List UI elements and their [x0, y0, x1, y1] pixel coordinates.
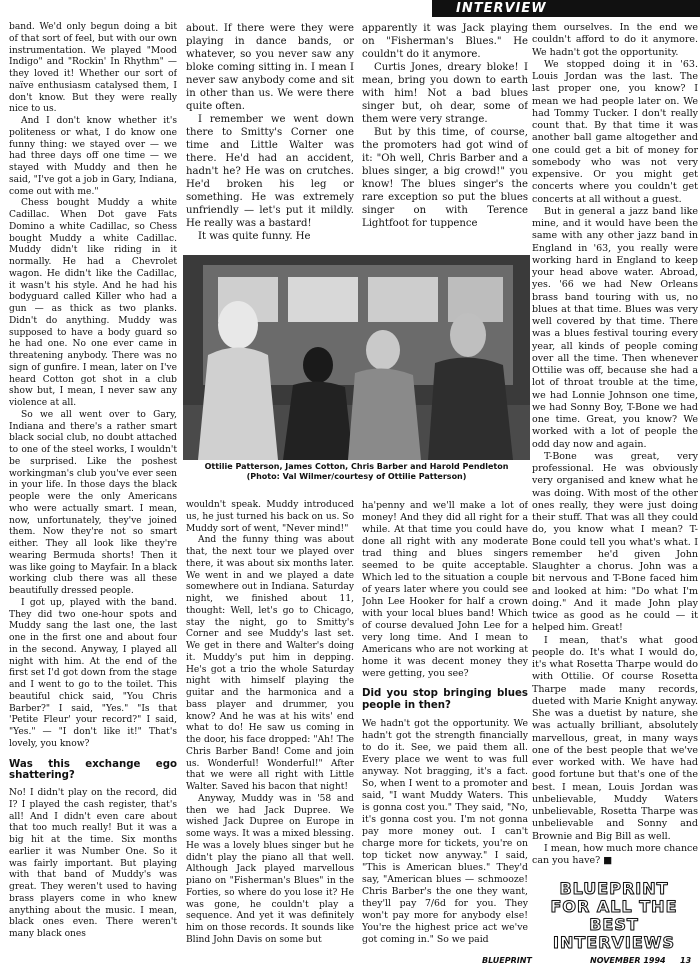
band-photo	[183, 255, 530, 460]
paragraph: band. We'd only begun doing a bit of that sort of feel, but with our own instrumentation. We played "Mood Indigo" and "Rockin' In Rhythm" — they loved it! Whether our sort of naïve enthusiasm catalysed them, I don't know. But they were really nice to us.	[9, 22, 177, 115]
ad-line: BEST	[589, 915, 639, 934]
article-column-2-top	[186, 22, 354, 254]
paragraph: them ourselves. In the end we couldn't afford to do it anymore. We hadn't got the opportunity.	[532, 22, 698, 58]
article-column-2-bottom	[186, 500, 354, 952]
article-column-3-top	[362, 22, 528, 254]
section-header-bar	[432, 0, 700, 17]
paragraph: ha'penny and we'll make a lot of money! And they did all right for a while. At that time you could have done all right with any moderate trad thing and blues singers seemed to be quite acceptable. Which led to the situation a couple of years later where you could see John Lee Hooker for half a crown with your local blues band! Which of course devalued John Lee for a very long time. And I mean to Americans who are not working at home it was decent money they were getting, you see?	[362, 500, 528, 679]
footer-publication: BLUEPRINT	[482, 956, 532, 965]
paragraph: Anyway, Muddy was in '58 and then we had Jack Dupree. We wished Jack Dupree on Europe in some ways. It was a mixed blessing. He was a lovely blues singer but he didn't play the piano all that well. Although Jack played marvellous piano on "Fisherman's Blues" in the Forties, so where do you lose it? He was gone, he couldn't play a sequence. And yet it was definitely him on those records. It sounds like Blind John Davis on some but	[186, 793, 354, 945]
paragraph: But by this time, of course, the promoters had got wind of it: "Oh well, Chris Barber and a blues singer, a big crowd!" you know! The blues singer's the rare exception so put the blues singer on with Terence Lightfoot for tuppence	[362, 127, 528, 229]
interview-question: Did you stop bringing blues people in then?	[362, 688, 528, 711]
paragraph: I mean, how much more chance can you have? ■	[532, 842, 698, 866]
paragraph: No! I didn't play on the record, did I? I played the cash register, that's all! And I didn't even care about that too much really! But it was a big hit at the time. Six months earlier it was Number One. So it was fairly important. But playing with that band of Muddy's was great. They weren't used to having brass players come in who knew anything about the music. I mean, black ones even. There weren't many black ones	[9, 788, 177, 939]
paragraph: We stopped doing it in '63. Louis Jordan was the last. The last proper one, you know? I mean we had people later on. We had Tommy Tucker. I don't really count that. By that time it was another ball game altogether and one could get a bit of money for somebody who was not very expensive. Or you might get concerts where you couldn't get concerts at all without a guest.	[532, 58, 698, 205]
paragraph: We hadn't got the opportunity. We hadn't got the strength financially to do it. See, we paid them all. Every place we went to was full anyway. Not bragging, it's a fact. So, when I went to a promoter and said, "I want Muddy Waters. This is gonna cost you." They said, "No, it's gonna cost you. I'm not gonna pay more money out. I can't charge more for tickets, you're on top ticket now anyway." I said, "This is American blues." They'd say, "American blues — schmooze! Chris Barber's the one they want, they'll pay 7/6d for you. They won't pay more for anybody else! You're the highest price act we've got coming in." So we paid	[362, 718, 528, 945]
article-column-4	[532, 22, 698, 888]
photo-caption	[183, 462, 530, 482]
ad-line: FOR ALL THE	[550, 897, 678, 916]
blueprint-ad	[538, 880, 690, 952]
interview-question: Was this exchange ego shattering?	[9, 758, 177, 782]
paragraph: I got up, played with the band. They did two one-hour spots and Muddy sang the last one, the last one in the first one and about four in the second. Anyway, I played all night with him. At the end of the first set I'd got down from the stage and I went to go to the toilet. This beautiful chick said, "You Chris Barber?" I said, "Yes." "Is that 'Petite Fleur' your record?" I said, "Yes." — "I don't like it!" That's lovely, you know?	[9, 597, 177, 749]
caption-names: Ottilie Patterson, James Cotton, Chris Barber and Harold Pendleton	[204, 462, 509, 471]
paragraph: So we all went over to Gary, Indiana and there's a rather smart black social club, no doubt attached to one of the steel works, I wouldn't be surprised. Like the poshest workingman's club you've ever seen in your life. In those days the black people were the only Americans who were actually smart. I mean, now, unfortunately, they've joined them. Now they're not so smart either. They all look like they're wearing Bermuda shorts! Then it was like going to Mayfair. In a black working club there was all these beautifully dressed people.	[9, 409, 177, 596]
paragraph: wouldn't speak. Muddy introduced us, he just turned his back on us. So Muddy sort of went, "Never mind!"	[186, 500, 354, 534]
article-column-1	[9, 22, 177, 952]
article-column-3-bottom	[362, 500, 528, 952]
paragraph: apparently it was Jack playing on "Fisherman's Blues." He couldn't do it anymore.	[362, 23, 528, 60]
paragraph: Curtis Jones, dreary bloke! I mean, bring you down to earth with him! Not a bad blues singer but, oh dear, some of them were very strange.	[362, 62, 528, 125]
paragraph: And I don't know whether it's politeness or what, I do know one funny thing: we stayed over — we had three days off one time — we stayed with Muddy and then he said, "I've got a job in Gary, Indiana, come out with me."	[9, 116, 177, 197]
paragraph: I mean, that's what good people do. It's what I would do, it's what Rosetta Tharpe would do with Ottilie. Of course Rosetta Tharpe made many records, dueted with Marie Knight anyway. She was a duetist by nature, she was actually brilliant, absolutely marvellous, great, in many ways one of the best people that we've ever worked with. We have had good fortune but that's one of the best. I mean, Louis Jordan was unbelievable, Muddy Waters unbelievable, Rosetta Tharpe was unbelievable and Sonny and Brownie and Big Bill as well.	[532, 634, 698, 842]
paragraph: I remember we went down there to Smitty's Corner one time and Little Walter was there. He'd had an accident, hadn't he? He was on crutches. He'd broken his leg or something. He was extremely unfriendly — let's put it mildly. He really was a bastard!	[186, 114, 354, 229]
footer-page-number: 13	[680, 956, 692, 965]
paragraph: T-Bone was great, very professional. He was obviously very organised and knew what he was doing. With most of the other ones really, they were just doing their stuff. That was all they could do, you know what I mean? T-Bone could tell you what's what. I remember he'd given John Slaughter a chorus. John was a bit nervous and T-Bone faced him and looked at him: "Do what I'm doing." And it made John play twice as good as he could — it helped him. Great!	[532, 450, 698, 634]
footer-date: NOVEMBER 1994	[590, 956, 666, 965]
ad-line: INTERVIEWS	[553, 933, 675, 952]
band-photo-illustration	[183, 255, 530, 460]
ad-line: BLUEPRINT	[559, 879, 669, 898]
paragraph: Chess bought Muddy a white Cadillac. When Dot gave Fats Domino a white Cadillac, so Chess bought Muddy a white Cadillac. Muddy didn't like riding in it normally. He had a Chevrolet wagon. He didn't like the Cadillac, it wasn't his style. And he had his bodyguard called Killer who had a gun — as thick as two planks. Didn't do anything. Muddy was supposed to have a body guard so he had one. No one ever came in threatening anybody. There was no sign of gunfire. I mean, later on I've heard Cotton got shot in a club show but, I mean, I never saw any violence at all.	[9, 198, 177, 408]
paragraph: about. If there were they were playing in dance bands, or whatever, so you never saw any bloke coming sitting in. I mean I never saw anybody come and sit in other than us. We were there quite often.	[186, 23, 354, 112]
paragraph: It was quite funny. He	[198, 231, 311, 242]
paragraph: But in general a jazz band like mine, and it would have been the same with any other jazz band in England in '63, you really were working hard in England to keep your head above water. Abroad, yes. '66 we had New Orleans brass band touring with us, no blues at that time. Blues was very well covered by that time. There was a blues festival touring every year, all kinds of people coming over all the time. Then whenever Ottilie was off, because she had a lot of throat trouble at the time, we had Lonnie Johnson one time, we had Sonny Boy, T-Bone we had one time. Great, you know? We worked with a lot of people the odd day now and again.	[532, 205, 698, 450]
paragraph: And the funny thing was about that, the next tour we played over there, it was about six months later. We went in and we played a date somewhere out in Indiana. Saturday night, we finished about 11, thought: Well, let's go to Chicago, stay the night, go to Smitty's Corner and see Muddy's last set. We get in there and Walter's doing it. Muddy's put him in depping. He's got a trio the whole Saturday night with himself playing the guitar and the harmonica and a bass player and drummer, you know? And he was at his wits' end what to do! He saw us coming in the door, his face dropped: "Ah! The Chris Barber Band! Come and join us. Wonderful! Wonderful!" After that we were all right with Little Walter. Saved his bacon that night!	[186, 535, 354, 792]
caption-credit: (Photo: Val Wilmer/courtesy of Ottilie Patterson)	[246, 472, 467, 481]
section-label: INTERVIEW	[456, 1, 547, 16]
